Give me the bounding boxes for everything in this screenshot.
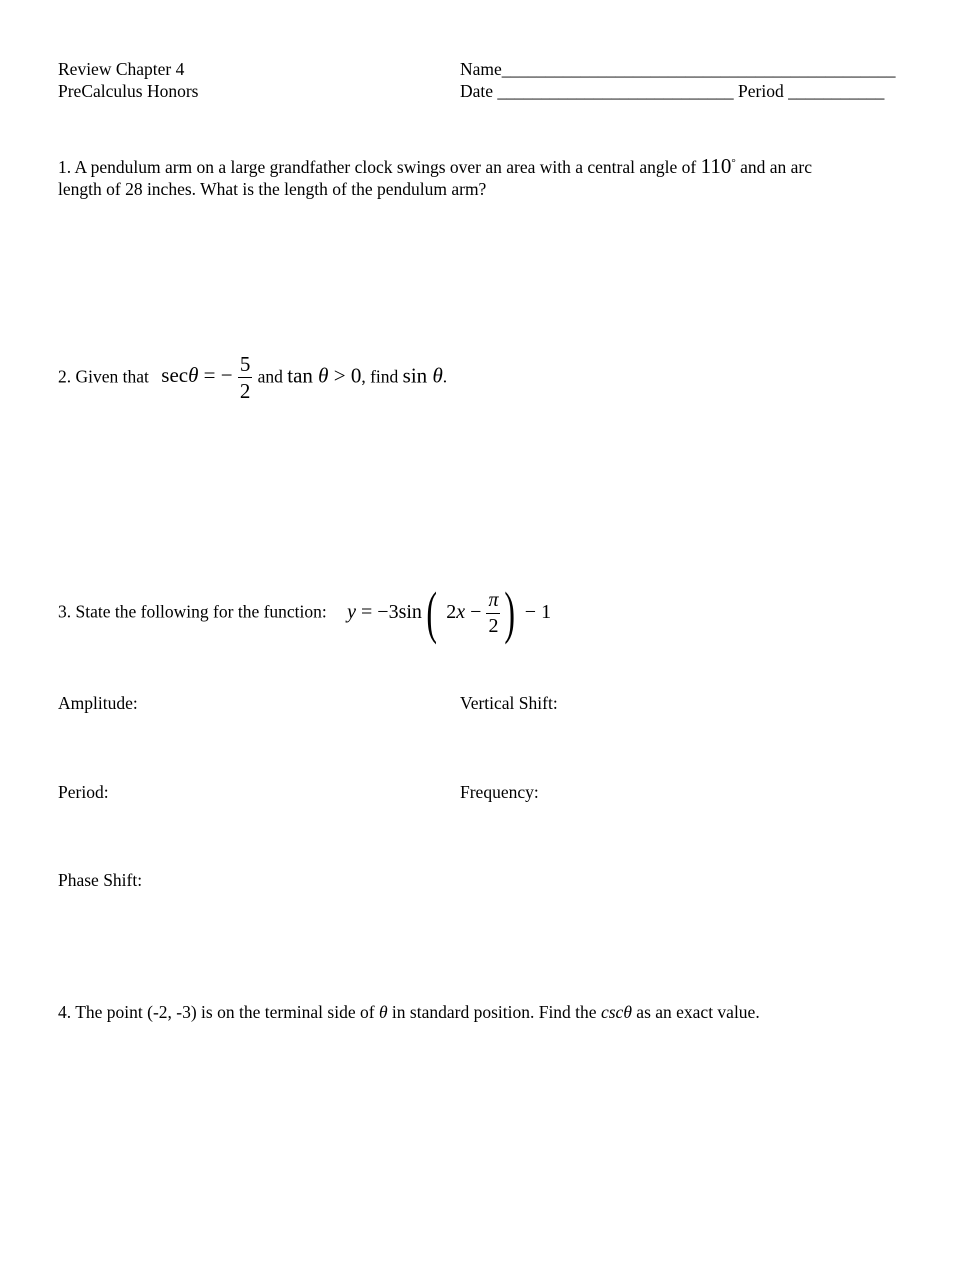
tan-expression [287,363,361,387]
question-number: 1. [58,157,72,177]
csc-fn [601,1002,632,1022]
phase-shift-label: Phase Shift: [58,870,143,890]
period-label: Period [738,80,784,101]
right-paren: ) [504,580,516,645]
question-number: 4. [58,1002,72,1022]
period-blank[interactable]: ___________ [788,80,885,101]
left-paren: ( [426,580,437,645]
greater-than-zero: > 0 [333,363,362,388]
question-4-text-b: in standard position. Find the [391,1002,597,1022]
question-1-line-2: length of 28 inches. What is the length of the pendulum arm? [58,179,487,200]
period-answer-label: Period: [58,782,109,802]
sin-expression [403,363,443,387]
frequency-label: Frequency: [460,782,539,802]
worksheet-title: Review Chapter 4 [58,59,185,79]
fraction-five-halves [238,353,253,402]
angle-value: 110 [700,154,732,178]
question-number: 3. [58,601,72,622]
question-4-text-a: The point (-2, -3) is on the terminal side of [75,1002,375,1022]
fraction-pi-halves [486,590,500,637]
fraction-denominator: 2 [488,614,499,637]
question-number: 2. [58,366,72,387]
theta-symbol: θ [623,1002,632,1022]
name-blank[interactable]: _____________________________________________ [501,59,896,79]
equals-neg-three-sin: = −3sin [361,600,422,623]
course-name: PreCalculus Honors [58,80,199,101]
sentence-period: . [442,366,448,387]
minus-one: − 1 [524,600,552,623]
theta-symbol: θ [188,363,199,388]
equals-minus: = − [203,363,233,388]
question-1-line-1 [58,153,812,179]
name-label: Name [460,59,502,79]
minus-sign: − [470,600,482,623]
theta-symbol: θ [432,363,443,388]
question-4 [58,1002,760,1024]
question-2 [58,353,447,402]
y-variable: y [347,600,357,623]
header-right [460,59,896,103]
question-1-text-a: A pendulum arm on a large grandfather clock swings over an area with a central angle of [74,157,697,177]
two-coefficient: 2 [446,600,457,623]
csc-text: csc [600,1002,624,1022]
header-left [58,59,198,103]
amplitude-label: Amplitude: [58,693,138,713]
sec-fn: sec [161,363,189,388]
x-variable: x [456,600,466,623]
question-1 [58,153,812,201]
question-1-text-b: and an arc [740,157,813,177]
tan-fn: tan [287,363,313,388]
find-word: , find [361,366,399,387]
question-3-text: State the following for the function: [75,601,327,622]
sin-fn: sin [402,363,428,388]
name-line [460,59,896,81]
question-4-text-c: as an exact value. [636,1002,760,1022]
theta-symbol: θ [318,363,329,388]
fraction-numerator: 5 [238,353,253,378]
degree-symbol: ° [731,157,736,170]
fraction-denominator: 2 [239,379,251,404]
fraction-numerator: π [486,590,500,614]
theta-symbol: θ [378,1002,388,1022]
question-2-given: Given that [75,366,149,387]
and-word: and [257,366,283,387]
vertical-shift-label: Vertical Shift: [460,693,558,713]
date-label: Date [460,80,494,101]
sec-expression [161,352,257,404]
function-expression [347,580,552,645]
date-period-line [460,81,896,103]
question-3 [58,580,552,645]
date-blank[interactable]: ___________________________ [497,80,734,101]
